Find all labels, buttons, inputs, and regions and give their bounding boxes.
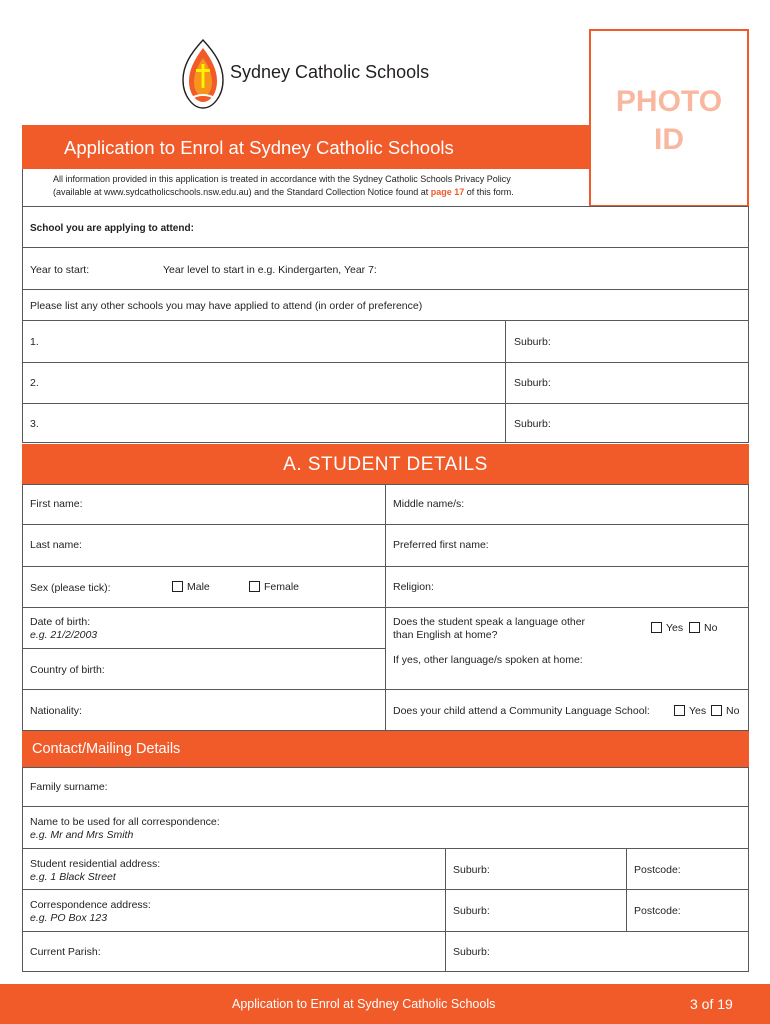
nationality-field[interactable]: Nationality: [30,705,82,717]
other-language-field[interactable]: If yes, other language/s spoken at home: [393,654,583,666]
contact-details-header [22,731,749,767]
correspondence-suburb-field[interactable]: Suburb: [453,905,490,917]
school-applying-label[interactable]: School you are applying to attend: [30,223,194,234]
year-to-start-field[interactable]: Year to start: [30,264,90,276]
residential-postcode-field[interactable]: Postcode: [634,864,681,876]
footer-title: Application to Enrol at Sydney Catholic Schools [232,997,496,1011]
other-schools-label: Please list any other schools you may have applied to attend (in order of preference) [30,300,423,312]
logo [180,38,470,110]
contact-details-title: Contact/Mailing Details [32,741,181,757]
community-language-yes-checkbox[interactable] [674,705,685,716]
other-school-1-suburb-field[interactable]: Suburb: [514,336,551,348]
middle-name-field[interactable]: Middle name/s: [393,498,465,510]
page-17-link[interactable]: page 17 [430,187,465,197]
home-language-yes-checkbox[interactable] [651,622,662,633]
correspondence-address-field[interactable]: Correspondence address: [30,899,151,911]
form-title-banner [22,125,589,169]
photo-id-box [589,29,749,207]
other-school-3-suburb-field[interactable]: Suburb: [514,418,551,430]
other-school-1-field[interactable]: 1. [30,336,39,348]
correspondence-address-example: e.g. PO Box 123 [30,912,108,924]
religion-field[interactable]: Religion: [393,581,434,593]
school-section [22,206,749,443]
page-footer [0,984,770,1024]
privacy-notice: All information provided in this application is treated in accordance with the Sydney Catholic Schools Privacy Policy (available at www.sydcatholicschools.nsw.edu.au) and the Standard Collection Notice found at page 17 of this form. [22,169,589,207]
page-number: 3 of 19 [690,996,733,1012]
last-name-field[interactable]: Last name: [30,539,82,551]
sex-label: Sex (please tick): [30,582,111,594]
female-label: Female [264,581,300,593]
community-language-question: Does your child attend a Community Language School: [393,705,650,717]
brand-name: Sydney Catholic Schools [230,62,430,82]
correspondence-postcode-field[interactable]: Postcode: [634,905,681,917]
photo-label: PHOTO ID [615,85,723,156]
first-name-field[interactable]: First name: [30,498,83,510]
male-label: Male [187,581,210,593]
correspondence-name-field[interactable]: Name to be used for all correspondence: [30,816,220,828]
student-details-title: A. STUDENT DETAILS [283,454,488,475]
year-level-field[interactable]: Year level to start in e.g. Kindergarten, Year 7: [163,264,377,276]
correspondence-name-example: e.g. Mr and Mrs Smith [30,829,134,841]
other-school-3-field[interactable]: 3. [30,418,39,430]
parish-suburb-field[interactable]: Suburb: [453,946,490,958]
flame-cross-icon [180,38,226,110]
family-surname-field[interactable]: Family surname: [30,781,108,793]
community-language-no-checkbox[interactable] [711,705,722,716]
dob-field[interactable]: Date of birth: [30,616,91,628]
dob-example: e.g. 21/2/2003 [30,629,98,641]
student-details-header [22,444,749,484]
home-language-question-line1: Does the student speak a language other [393,616,586,628]
home-language-question-line2: than English at home? [393,629,498,641]
form-title: Application to Enrol at Sydney Catholic Schools [64,137,454,158]
home-language-no-checkbox[interactable] [689,622,700,633]
male-checkbox[interactable] [172,581,183,592]
current-parish-field[interactable]: Current Parish: [30,946,101,958]
preferred-name-field[interactable]: Preferred first name: [393,539,489,551]
other-school-2-field[interactable]: 2. [30,377,39,389]
country-of-birth-field[interactable]: Country of birth: [30,664,105,676]
residential-suburb-field[interactable]: Suburb: [453,864,490,876]
female-checkbox[interactable] [249,581,260,592]
residential-address-field[interactable]: Student residential address: [30,858,161,870]
residential-address-example: e.g. 1 Black Street [30,871,116,883]
other-school-2-suburb-field[interactable]: Suburb: [514,377,551,389]
